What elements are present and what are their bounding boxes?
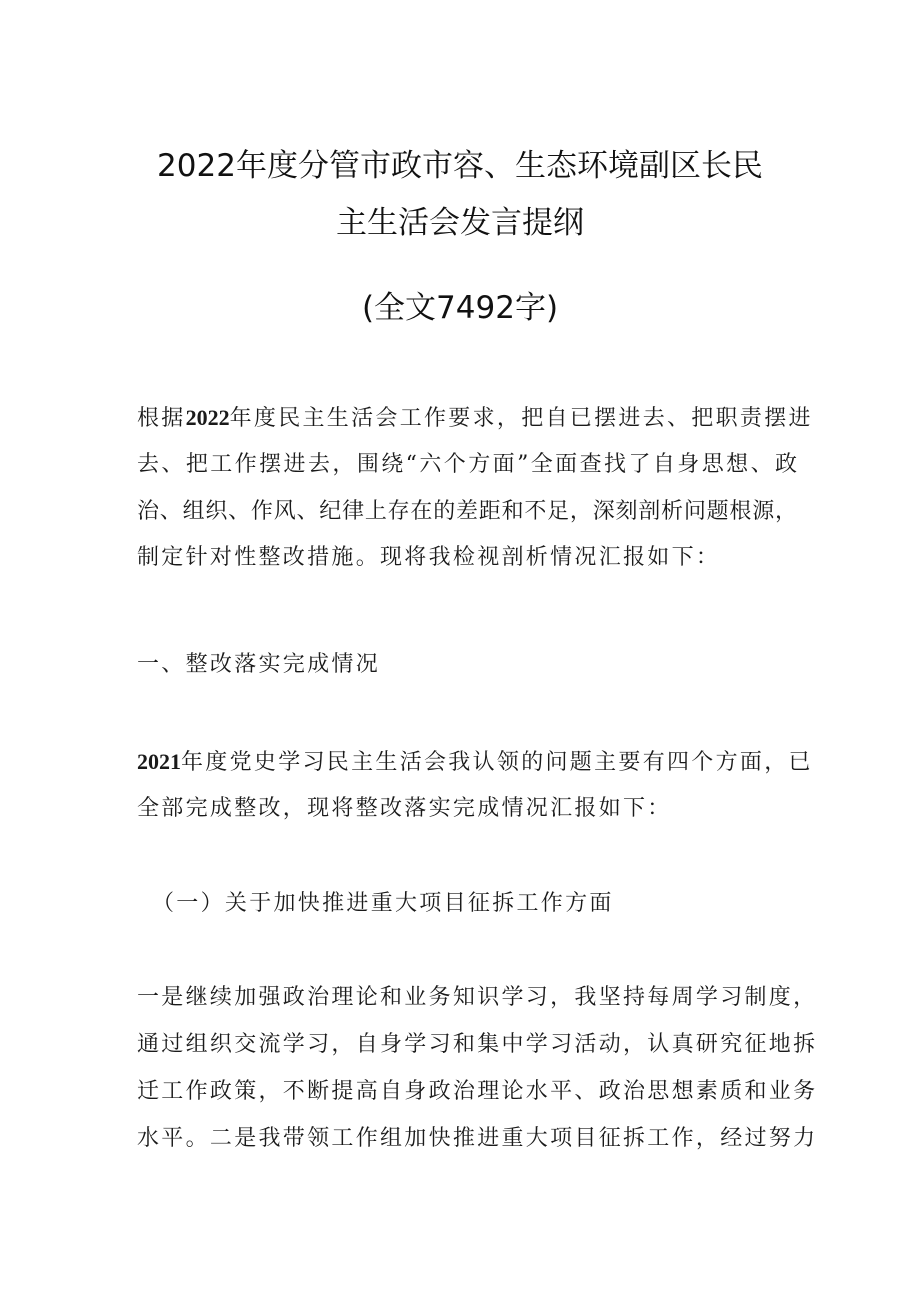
para3-line-1: 一是继续加强政治理论和业务知识学习，我坚持每周学习制度， (137, 985, 818, 1010)
intro-line-4: 制定针对性整改措施。现将我检视剖析情况汇报如下： (137, 545, 721, 570)
para2-line-1-text: 年度党史学习民主生活会我认领的问题主要有四个方面，已 (181, 750, 813, 775)
para3-line-3: 迁工作政策，不断提高自身政治理论水平、政治思想素质和业务 (137, 1079, 818, 1104)
document-title-line-2: 主生活会发言提纲 (336, 205, 584, 241)
intro-line-1-text: 年度民主生活会工作要求，把自已摆进去、把职责摆进 (229, 406, 813, 431)
intro-year: 2022 (185, 405, 230, 430)
intro-prefix: 根据 (137, 406, 186, 431)
subsection-heading-1: （一）关于加快推进重大项目征拆工作方面 (152, 891, 614, 916)
intro-line-3: 治、组织、作风、纪律上存在的差距和不足，深刻剖析问题根源， (137, 499, 797, 524)
para3-line-2: 通过组织交流学习，自身学习和集中学习活动，认真研究征地拆 (137, 1032, 818, 1057)
intro-line-2: 去、把工作摆进去，围绕“六个方面”全面查找了自身思想、政 (137, 452, 797, 477)
document-title-line-1: 2022年度分管市政市容、生态环境副区长民 (157, 148, 763, 184)
para3-line-4: 水平。二是我带领工作组加快推进重大项目征拆工作，经过努力 (137, 1126, 818, 1151)
para2-line-1 (137, 747, 813, 778)
document-word-count: (全文7492字) (361, 290, 559, 326)
section-heading-1: 一、整改落实完成情况 (137, 652, 381, 677)
para2-line-2: 全部完成整改，现将整改落实完成情况汇报如下： (137, 796, 672, 821)
intro-line-1 (137, 403, 813, 434)
para2-year: 2021 (137, 749, 181, 774)
